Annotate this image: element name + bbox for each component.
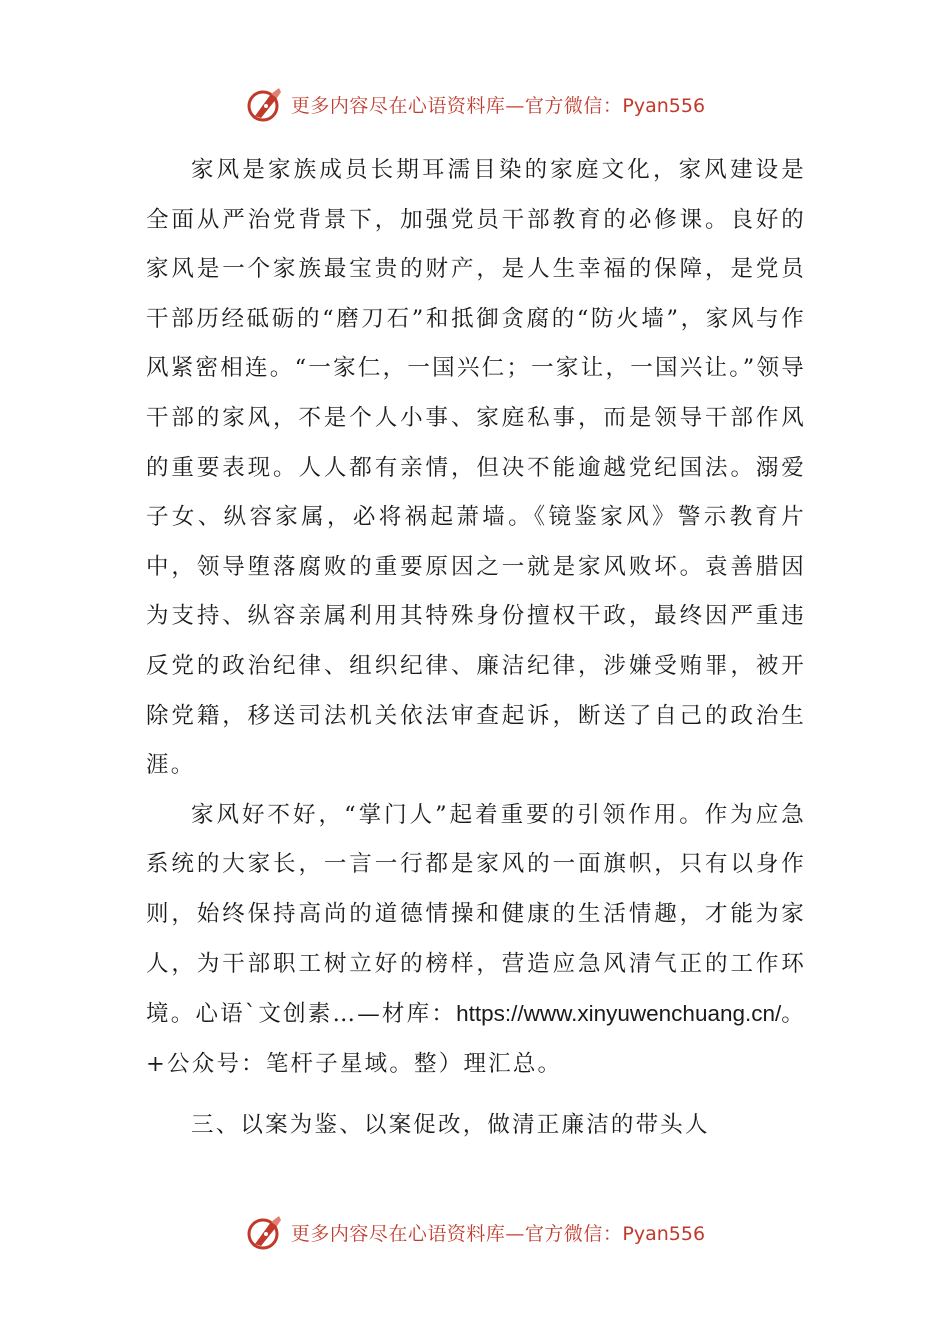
document-body	[146, 146, 806, 1151]
paragraph-family-tradition: 家风是家族成员长期耳濡目染的家庭文化，家风建设是全面从严治党背景下，加强党员干部教育的必修课。良好的家风是一个家族最宝贵的财产，是人生幸福的保障，是党员干部历经砥砺的“磨刀石”和抵御贪腐的“防火墙”，家风与作风紧密相连。“一家仁，一国兴仁；一家让，一国兴让。”领导干部的家风，不是个人小事、家庭私事，而是领导干部作风的重要表现。人人都有亲情，但决不能逾越党纪国法。溺爱子女、纵容家属，必将祸起萧墙。《镜鉴家风》警示教育片中，领导堕落腐败的重要原因之一就是家风败坏。袁善腊因为支持、纵容亲属利用其特殊身份擅权干政，最终因严重违反党的政治纪律、组织纪律、廉洁纪律，涉嫌受贿罪，被开除党籍，移送司法机关依法审查起诉，断送了自己的政治生涯。	[146, 157, 806, 779]
source-url: https://www.xinyuwenchuang.cn/	[456, 1001, 782, 1027]
wechat-id: Pyan556	[622, 1222, 706, 1245]
pen-nib-circle-icon	[245, 1212, 285, 1252]
wechat-id: Pyan556	[622, 94, 706, 117]
pen-nib-circle-icon	[245, 84, 285, 124]
footer-watermark	[0, 1210, 950, 1254]
header-watermark-text: 更多内容尽在心语资料库—官方微信：Pyan556	[290, 94, 706, 117]
section-heading: 三、以案为鉴、以案促改，做清正廉洁的带头人	[191, 1112, 710, 1139]
header-watermark	[0, 82, 950, 126]
paragraph-leader-role: 家风好不好，“掌门人”起着重要的引领作用。作为应急系统的大家长，一言一行都是家风的一面旗帜，只有以身作则，始终保持高尚的道德情操和健康的生活情趣，才能为家人，为干部职工树立好的榜样，营造应急风清气正的工作环境。心语`文创素…—材库：https://www.xinyuwenchuang.cn/。+公众号：笔杆子星域。整）理汇总。	[146, 801, 807, 1077]
footer-watermark-text: 更多内容尽在心语资料库—官方微信：Pyan556	[290, 1222, 706, 1245]
